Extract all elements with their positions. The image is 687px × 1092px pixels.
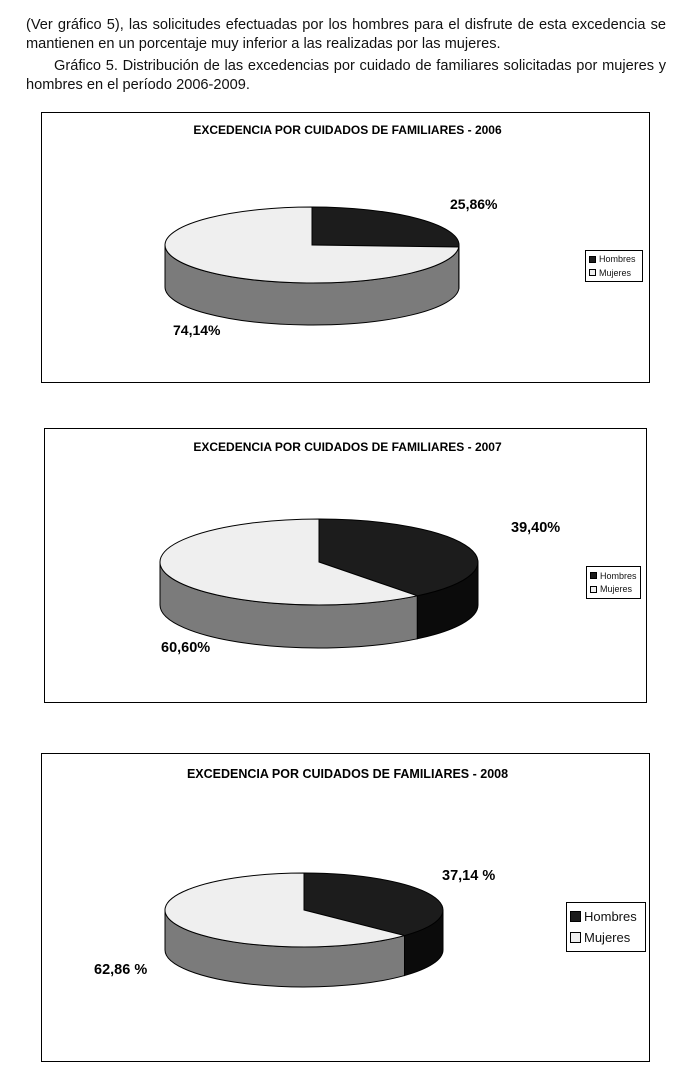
- legend-label-hombres: Hombres: [600, 570, 637, 581]
- legend-item-hombres: [570, 909, 645, 924]
- legend-item-mujeres: [589, 268, 642, 278]
- pie-svg: [45, 429, 646, 702]
- legend-label-mujeres: Mujeres: [584, 930, 631, 945]
- pie-chart-2008: [41, 753, 650, 1062]
- data-label-mujeres: 62,86 %: [94, 962, 148, 978]
- chart-legend: [586, 566, 641, 599]
- legend-swatch-mujeres: [589, 269, 596, 276]
- data-label-hombres: 37,14 %: [442, 868, 496, 884]
- pie-chart-2006: [41, 112, 650, 383]
- legend-swatch-mujeres: [570, 932, 581, 943]
- legend-label-mujeres: Mujeres: [600, 584, 633, 595]
- chart-title: EXCEDENCIA POR CUIDADOS DE FAMILIARES - 2008: [186, 767, 509, 781]
- chart-title: EXCEDENCIA POR CUIDADOS DE FAMILIARES - 2007: [193, 440, 502, 454]
- legend-swatch-mujeres: [590, 586, 597, 593]
- pie-chart-2007: [44, 428, 647, 703]
- legend-swatch-hombres: [570, 911, 581, 922]
- data-label-hombres: 25,86%: [450, 196, 498, 212]
- legend-item-mujeres: [590, 584, 640, 594]
- chart-legend: [585, 250, 643, 282]
- legend-swatch-hombres: [589, 256, 596, 263]
- paragraph-end: (Ver gráfico 5), las solicitudes efectuadas por los hombres para el disfrute de esta excedencia se mantienen en un porcentaje muy inferior a las realizadas por las mujeres.: [26, 17, 666, 52]
- chart-legend: [566, 902, 646, 952]
- legend-label-hombres: Hombres: [584, 909, 637, 924]
- pie-slice-hombres: [312, 207, 459, 247]
- pie-svg: [42, 754, 649, 1061]
- legend-item-mujeres: [570, 930, 645, 945]
- data-label-hombres: 39,40%: [511, 520, 561, 536]
- legend-item-hombres: [589, 254, 642, 264]
- data-label-mujeres: 74,14%: [173, 322, 221, 338]
- legend-label-mujeres: Mujeres: [599, 267, 632, 278]
- figure-caption: Gráfico 5. Distribución de las excedencias por cuidado de familiares solicitadas por mujeres y hombres en el período 2006-2009.: [26, 58, 666, 93]
- chart-title: EXCEDENCIA POR CUIDADOS DE FAMILIARES - 2006: [193, 123, 502, 137]
- pie-svg: [42, 113, 649, 382]
- legend-label-hombres: Hombres: [599, 254, 636, 265]
- legend-swatch-hombres: [590, 572, 597, 579]
- intro-text: [26, 16, 666, 95]
- data-label-mujeres: 60,60%: [161, 640, 211, 656]
- legend-item-hombres: [590, 571, 640, 581]
